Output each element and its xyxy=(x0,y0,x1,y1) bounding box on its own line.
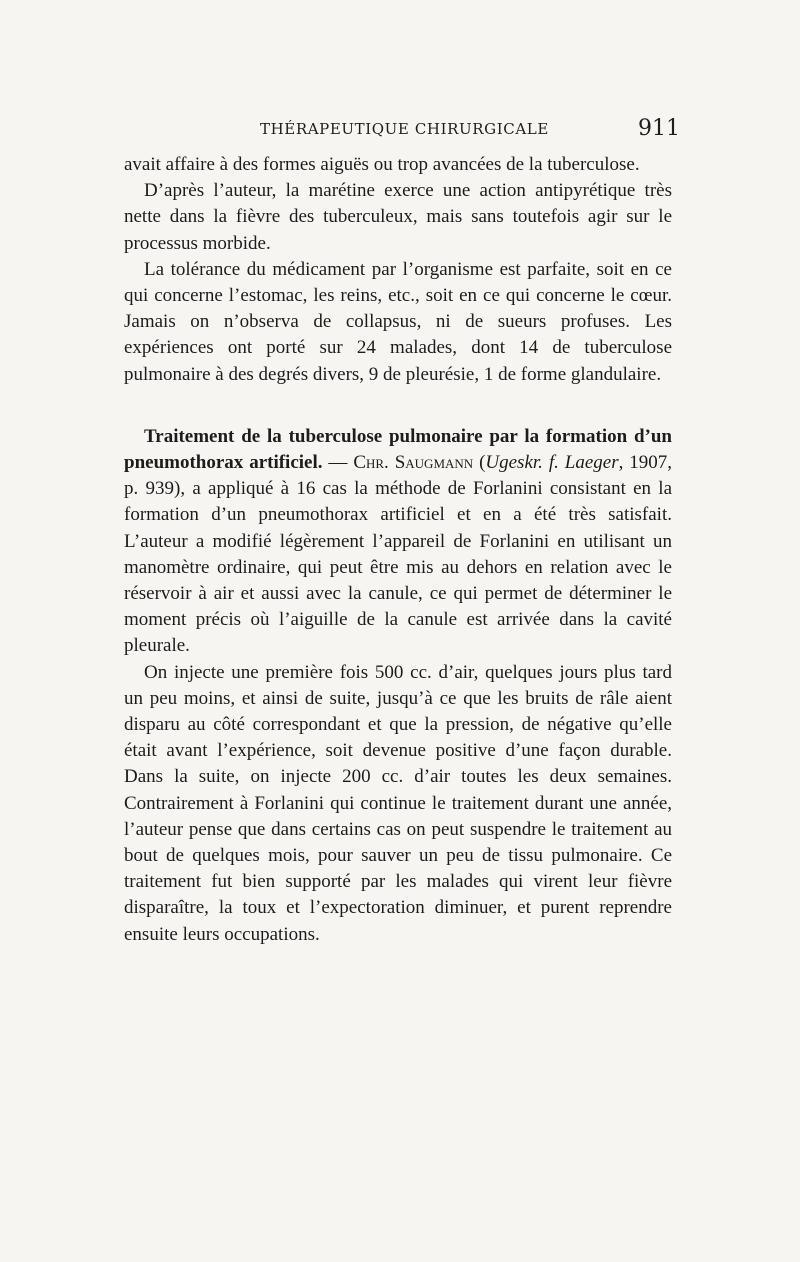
article-ref-open: ( xyxy=(473,452,486,474)
article-author: Chr. Saugmann xyxy=(353,452,474,474)
paragraph-continuation: avait affaire à des formes aiguës ou trop avancées de la tuberculose. xyxy=(124,154,640,175)
article-text: , a appliqué à 16 cas la méthode de Forlanini consistant en la formation d’un pneumothorax artificiel et en a été très satisfait. L’auteur a modifié légèrement l’appareil de Forlanini en utilisant un manomètre ordinaire, qui peut être mis au dehors en relation avec le réservoir à air et aussi avec la canule, ce qui permet de déterminer le moment précis où l’aiguille de la canule est arrivée dans la cavité pleurale. xyxy=(124,478,672,657)
page-body xyxy=(124,152,672,948)
article-journal: Ugeskr. f. Laeger xyxy=(485,452,619,474)
article-ref-rest: , 1907, p. 939) xyxy=(124,452,672,500)
running-head xyxy=(124,116,680,146)
article-title: Traitement de la tuberculose pulmonaire par la formation d’un pneumothorax artificiel. xyxy=(124,425,672,474)
paragraph-article xyxy=(124,424,672,660)
paragraph-maretine-effect: D’après l’auteur, la marétine exerce une action antipyrétique très nette dans la fièvre des tuberculeux, mais sans toutefois agir sur le processus morbide. xyxy=(124,180,672,254)
page-number: 911 xyxy=(638,116,680,141)
article-dash: — xyxy=(322,452,354,474)
running-title: THÉRAPEUTIQUE CHIRURGICALE xyxy=(260,120,549,138)
section-gap xyxy=(124,388,672,424)
paragraph-injection-protocol: On injecte une première fois 500 cc. d’air, quelques jours plus tard un peu moins, et ainsi de suite, jusqu’à ce que les bruits de râle aient disparu au côté correspondant et que la pression, de négative qu’elle était avant l’expérience, soit devenue positive d’une façon durable. Dans la suite, on injecte 200 cc. d’air toutes les deux semaines. Contrairement à Forlanini qui continue le traitement durant une année, l’auteur pense que dans certains cas on peut suspendre le traitement au bout de quelques mois, pour sauver un peu de tissu pulmonaire. Ce traitement fut bien supporté par les malades qui virent leur fièvre disparaître, la toux et l’expectoration diminuer, et purent reprendre ensuite leurs occupations. xyxy=(124,661,672,945)
paragraph-tolerance: La tolérance du médicament par l’organisme est parfaite, soit en ce qui concerne l’estomac, les reins, etc., soit en ce qui concerne le cœur. Jamais on n’observa de collapsus, ni de sueurs profuses. Les expériences ont porté sur 24 malades, dont 14 de tuberculose pulmonaire à des degrés divers, 9 de pleurésie, 1 de forme glandulaire. xyxy=(124,258,672,385)
